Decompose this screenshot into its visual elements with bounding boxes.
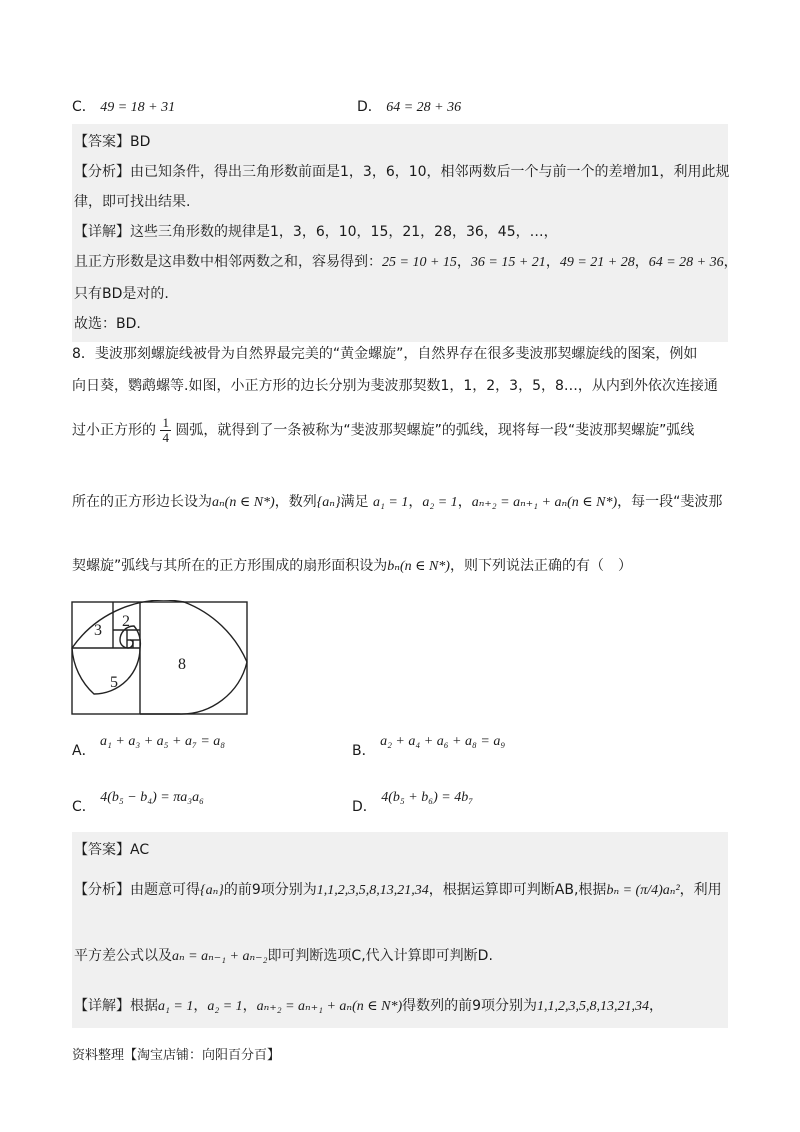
figure-label-2: 2 (122, 613, 130, 630)
q8-option-c: C． 4(b₅ − b₄) = πa₃a₆ (72, 790, 204, 815)
prev-detail-line3: 只有BD是对的. (74, 286, 169, 302)
q8-analysis-line2: 平方差公式以及aₙ = aₙ₋₁ + aₙ₋₂即可判断选项C,代入计算即可判断D. (74, 948, 493, 964)
q8-line1: 8．斐波那刻螺旋线被骨为自然界最完美的“黄金螺旋”，自然界存在很多斐波那契螺旋线的图案，例如 (72, 346, 698, 362)
prev-analysis-cont: 律，即可找出结果. (74, 194, 191, 210)
q8-option-a: A． a₁ + a₃ + a₅ + a₇ = a₈ (72, 734, 226, 759)
figure-label-5: 5 (110, 674, 118, 691)
q8-option-d: D． 4(b₅ + b₆) = 4b₇ (352, 790, 474, 815)
page-footer: 资料整理【淘宝店铺：向阳百分百】 (72, 1048, 281, 1063)
q8-option-b-formula: a₂ + a₄ + a₆ + a₈ = a₉ (380, 734, 506, 749)
fibonacci-spiral-figure (70, 600, 252, 720)
q8-option-c-formula: 4(b₅ − b₄) = πa₃a₆ (100, 790, 204, 805)
q8-line4: 所在的正方形边长设为aₙ(n ∈ N*)，数列{aₙ}满足 a₁ = 1，a₂ = 1，aₙ₊₂ = aₙ₊₁ + aₙ(n ∈ N*)，每一段“斐波那 (72, 494, 723, 510)
q8-answer: 【答案】AC (74, 842, 150, 858)
prev-option-c: C． 49 = 18 + 31 (72, 99, 176, 115)
q8-option-b: B． a₂ + a₄ + a₆ + a₈ = a₉ (352, 734, 506, 759)
q8-option-d-formula: 4(b₅ + b₆) = 4b₇ (381, 790, 474, 805)
prev-choice: 故选：BD. (74, 316, 141, 332)
prev-detail-head: 【详解】这些三角形数的规律是1，3，6，10，15，21，28，36，45，…， (74, 224, 558, 240)
prev-option-d-formula: 64 = 28 + 36 (386, 100, 462, 115)
figure-label-3: 3 (94, 622, 102, 639)
q8-line5: 契螺旋”弧线与其所在的正方形围成的扇形面积设为bₙ(n ∈ N*)，则下列说法正确的有（ ） (72, 558, 632, 574)
prev-option-d: D． 64 = 28 + 36 (357, 99, 462, 115)
q8-analysis: 【分析】由题意可得{aₙ}的前9项分别为1,1,2,3,5,8,13,21,34，根据运算即可判断AB,根据bₙ = (π/4)aₙ²，利用 (74, 882, 722, 898)
q8-line3: 过小正方形的 $\frac{1}{4}$ 圆弧，就得到了一条被称为“斐波那契螺旋”的弧线，现将每一段“斐波那契螺旋”弧线 (72, 415, 695, 445)
quarter-fraction: $\frac{1}{4}$ (162, 415, 169, 445)
q8-line2: 向日葵，鹦鹉螺等.如图，小正方形的边长分别为斐波那契数1，1，2，3，5，8…，从内到外依次连接通 (72, 378, 718, 394)
figure-label-8: 8 (178, 656, 186, 673)
prev-answer: 【答案】BD (74, 134, 151, 150)
q8-detail: 【详解】根据a₁ = 1，a₂ = 1，aₙ₊₂ = aₙ₊₁ + aₙ(n ∈ N*)得数列的前9项分别为1,1,2,3,5,8,13,21,34， (74, 998, 664, 1014)
prev-detail-line2: 且正方形数是这串数中相邻两数之和，容易得到：25 = 10 + 15，36 = 15 + 21，49 = 21 + 28，64 = 28 + 36， (74, 254, 738, 270)
q8-option-a-formula: a₁ + a₃ + a₅ + a₇ = a₈ (100, 734, 226, 749)
prev-analysis: 【分析】由已知条件，得出三角形数前面是1，3，6，10，相邻两数后一个与前一个的差增加1，利用此规 (74, 164, 730, 180)
prev-option-c-formula: 49 = 18 + 31 (100, 100, 176, 115)
